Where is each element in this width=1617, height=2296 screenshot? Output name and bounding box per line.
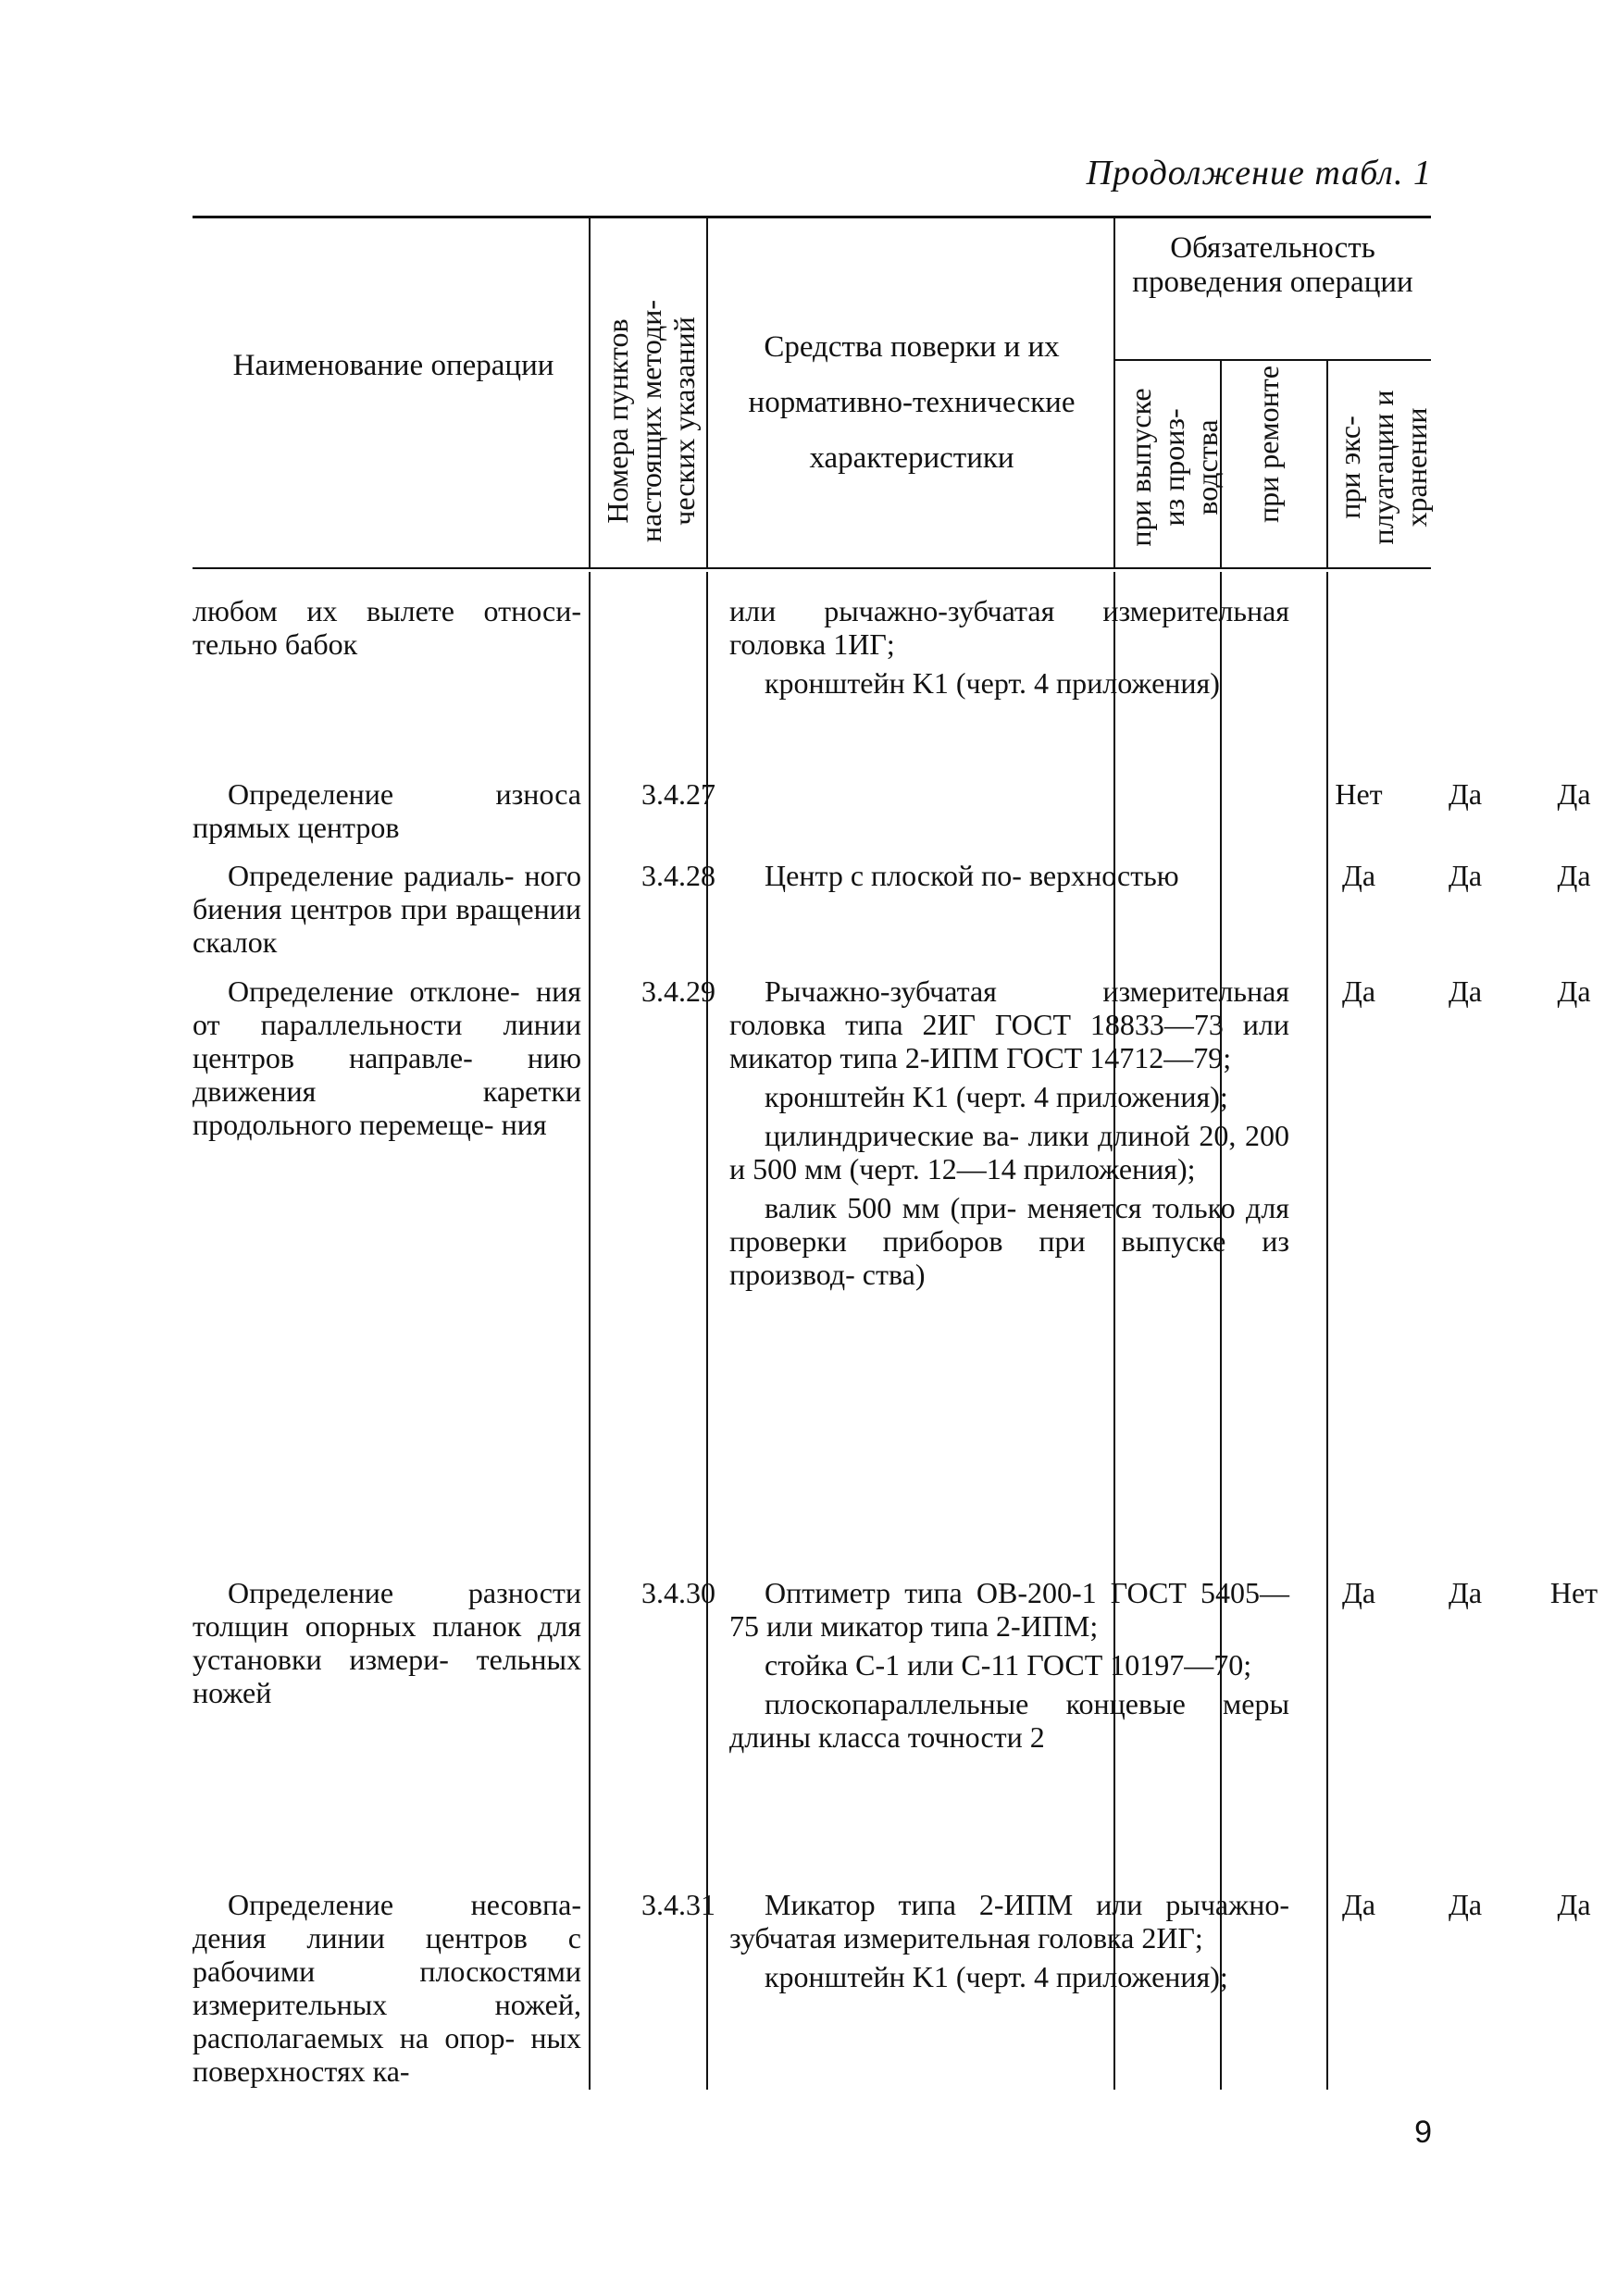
- row-means: [729, 974, 1289, 1297]
- row-name: Определение разности толщин опорных планок для установки измери- тельных ножей: [193, 1576, 581, 1709]
- row-release: Да: [1341, 859, 1376, 892]
- means-item: кронштейн K1 (черт. 4 приложения): [765, 666, 1220, 700]
- row-repair: Да: [1448, 1888, 1483, 1921]
- row-name: Определение радиаль- ного биения центров при вращении скалок: [193, 859, 581, 959]
- row-operation: Да: [1557, 777, 1591, 811]
- means-item: или рычажно-зубчатая измерительная головка 1ИГ;: [729, 594, 1289, 661]
- row-name: Определение отклоне- ния от параллельности линии центров направле- нию движения каретки продольного перемеще- ния: [193, 974, 581, 1141]
- row-points: 3.4.31: [641, 1888, 715, 1921]
- row-means: [729, 594, 1289, 705]
- header-divider-1: [589, 217, 591, 569]
- row-means: [729, 859, 1289, 898]
- means-item: Рычажно-зубчатая измерительная головка типа 2ИГ ГОСТ 18833—73 или микатор типа 2-ИПМ ГОСТ 14712—79;: [729, 974, 1289, 1074]
- row-points: 3.4.29: [641, 974, 715, 1008]
- header-repair: при ремонте: [1251, 366, 1285, 524]
- row-operation: Да: [1557, 859, 1591, 892]
- row-points: 3.4.28: [641, 859, 715, 892]
- means-item: кронштейн K1 (черт. 4 приложения);: [765, 1960, 1228, 1993]
- header-points: Номера пунктов настоящих методи- ческих указаний: [601, 299, 701, 543]
- header-divider-2: [706, 217, 708, 569]
- page-number: 9: [1414, 2115, 1432, 2150]
- header-obligation: Обязательность проведения операции: [1132, 231, 1413, 299]
- header-name: Наименование операции: [232, 349, 554, 382]
- row-name: Определение несовпа- дения линии центров с рабочими плоскостями измерительных ножей, располагаемых на опор- ных поверхностях ка-: [193, 1888, 581, 2088]
- header-release: при выпуске из произ- водства: [1124, 388, 1224, 547]
- row-name: Определение износа прямых центров: [193, 777, 581, 844]
- row-points: 3.4.30: [641, 1576, 715, 1609]
- row-operation: Нет: [1549, 1576, 1598, 1609]
- row-points: 3.4.27: [641, 777, 715, 811]
- row-repair: Да: [1448, 777, 1483, 811]
- row-operation: Да: [1557, 1888, 1591, 1921]
- row-repair: Да: [1448, 859, 1483, 892]
- header-bottom-rule: [193, 567, 1431, 569]
- body-divider-1: [589, 572, 591, 2090]
- means-item: валик 500 мм (при- меняется только для проверки приборов при выпуске из производ- ства): [729, 1191, 1289, 1291]
- means-item: Центр с плоской по- верхностью: [765, 859, 1179, 892]
- row-release: Нет: [1335, 777, 1383, 811]
- header-divider-5: [1326, 361, 1328, 569]
- means-item: плоскопараллельные концевые меры длины класса точности 2: [729, 1687, 1289, 1754]
- header-operation: при экс- плуатации и хранении: [1333, 390, 1433, 545]
- row-means: [729, 1576, 1289, 1759]
- table-top-rule: [193, 216, 1431, 218]
- row-release: Да: [1341, 1888, 1376, 1921]
- row-release: Да: [1341, 974, 1376, 1008]
- row-operation: Да: [1557, 974, 1591, 1008]
- row-repair: Да: [1448, 1576, 1483, 1609]
- means-item: стойка С-1 или С-11 ГОСТ 10197—70;: [765, 1648, 1252, 1682]
- body-divider-3: [1113, 572, 1115, 2090]
- row-release: Да: [1341, 1576, 1376, 1609]
- row-means: [729, 1888, 1289, 1999]
- row-repair: Да: [1448, 974, 1483, 1008]
- means-item: Оптиметр типа ОВ-200-1 ГОСТ 5405—75 или микатор типа 2-ИПМ;: [729, 1576, 1289, 1643]
- means-item: кронштейн K1 (черт. 4 приложения);: [765, 1080, 1228, 1113]
- means-item: Микатор типа 2-ИПМ или рычажно-зубчатая измерительная головка 2ИГ;: [729, 1888, 1289, 1955]
- header-means: Средства поверки и их нормативно-технические характеристики: [748, 330, 1076, 475]
- means-item: цилиндрические ва- лики длиной 20, 200 и 500 мм (черт. 12—14 приложения);: [729, 1119, 1289, 1185]
- row-name: любом их вылете относи- тельно бабок: [193, 594, 581, 661]
- body-divider-4: [1220, 572, 1222, 2090]
- table-continuation-label: Продолжение табл. 1: [1086, 154, 1432, 192]
